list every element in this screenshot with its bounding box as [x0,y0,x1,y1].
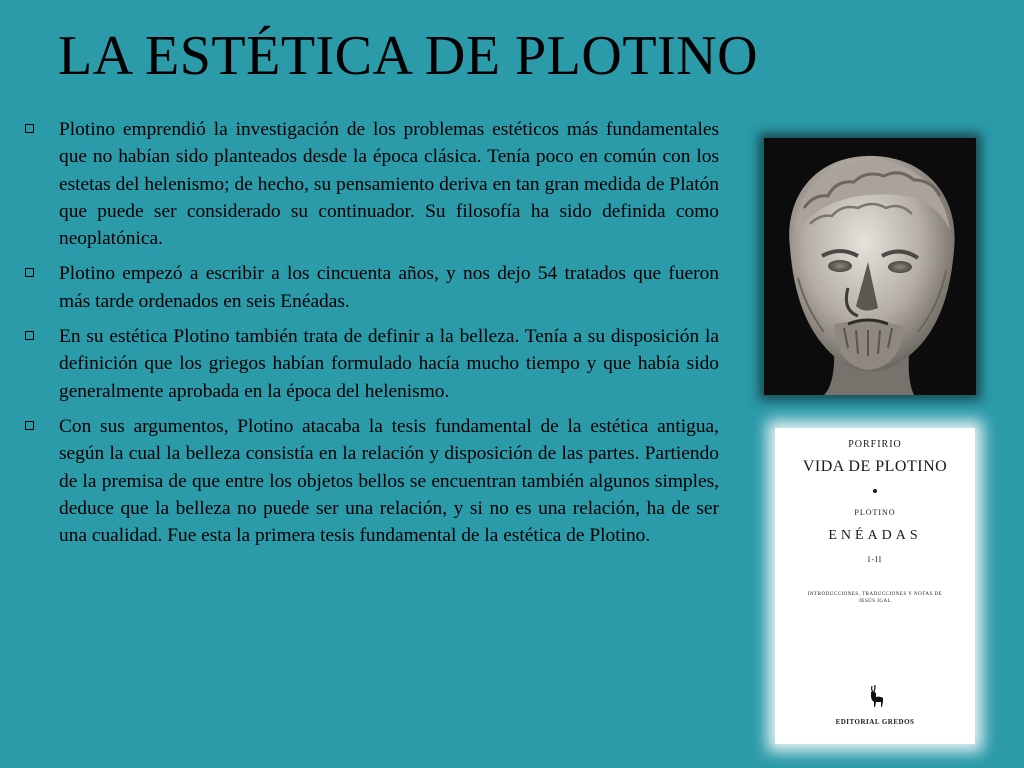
cover-credit-line: JESÚS IGAL [858,599,892,604]
cover-credits [789,591,961,605]
slide-title: LA ESTÉTICA DE PLOTINO [58,25,759,87]
bullet-text: Con sus argumentos, Plotino atacaba la tesis fundamental de la estética antigua, según la cual la belleza consistía en la relación y disposición de las partes. Partiendo de la premisa de que entre los objetos bellos se encuentran también algunos simples, deduce que la belleza no puede ser una relación, y si no es una relación, ha de ser una cualidad. Fue esta la primera tesis fundamental de la estética de Plotino. [59,415,719,547]
marble-bust-head-icon [764,138,976,395]
bullet-item [22,323,719,405]
bullet-text: Plotino empezó a escribir a los cincuenta años, y nos dejo 54 tratados que fueron más tarde ordenados en seis Enéadas. [59,263,719,312]
square-bullet-icon [25,124,34,133]
book-cover-image [775,428,975,744]
square-bullet-icon [25,421,34,430]
bullet-text: Plotino emprendió la investigación de los problemas estéticos más fundamentales que no habían sido planteados desde la época clásica. Tenía poco en común con los estetas del helenismo; de hecho, su pensamiento deriva en tan gran medida de Platón que puede ser considerado su continuador. Su filosofía ha sido definida como neoplatónica. [59,119,719,250]
bullet-item [22,413,719,549]
bullet-list [22,116,719,557]
bullet-item [22,260,719,315]
cover-work-title: ENÉADAS [828,528,922,543]
cover-title: VIDA DE PLOTINO [802,458,948,475]
cover-author: PORFIRIO [848,439,902,450]
cover-credit-line: INTRODUCCIONES, TRADUCCIONES Y NOTAS DE [807,592,943,597]
square-bullet-icon [25,268,34,277]
square-bullet-icon [25,331,34,340]
cover-volumes: I-II [867,555,883,564]
plotinus-bust-image [764,138,976,395]
bullet-item [22,116,719,252]
cover-subauthor: PLOTINO [854,508,896,517]
cover-publisher: EDITORIAL GREDOS [835,718,915,726]
cover-dot-ornament [873,489,877,493]
antelope-emblem-icon [867,684,885,708]
bullet-text: En su estética Plotino también trata de definir a la belleza. Tenía a su disposición la definición que los griegos habían formulado hacía mucho tiempo y que había sido generalmente aprobada en la época del helenismo. [59,326,719,402]
